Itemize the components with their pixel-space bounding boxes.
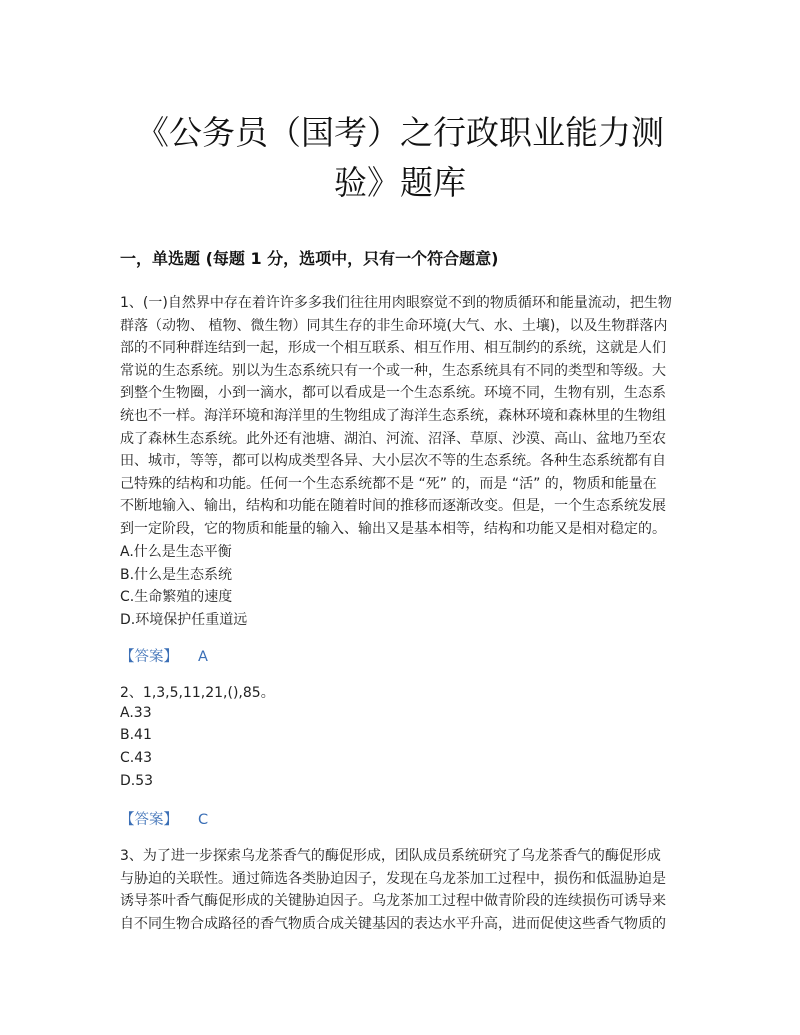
q1-option-d: D.环境保护任重道远 (120, 612, 248, 628)
answer-label: 【答案】 (120, 812, 178, 828)
q1-line: 统也不一样。海洋环境和海洋里的生物组成了海洋生态系统，森林环境和森林里的生物组 (120, 407, 666, 424)
q2-option-c: C.43 (120, 750, 153, 766)
document-title (100, 108, 700, 208)
question-3-stem (120, 845, 682, 935)
question-1-stem (120, 292, 682, 541)
q2-answer (120, 808, 208, 829)
q1-line: 不断地输入、输出，结构和功能在随着时间的推移而逐渐改变。但是，一个生态系统发展 (120, 498, 666, 515)
title-line-2: 验》题库 (334, 163, 466, 202)
q1-line: 到一定阶段，它的物质和能量的输入、输出又是基本相等，结构和功能又是相对稳定的。 (120, 520, 666, 537)
answer-value: A (198, 649, 208, 665)
answer-value: C (198, 812, 209, 828)
q1-line: 群落（动物、 植物、微生物）同其生存的非生命环境(大气、水、土壤)，以及生物群落内 (120, 317, 668, 334)
q1-option-c: C.生命繁殖的速度 (120, 589, 233, 605)
q3-line: 自不同生物合成路径的香气物质合成关键基因的表达水平升高，进而促使这些香气物质的 (120, 915, 666, 932)
answer-label: 【答案】 (120, 649, 178, 665)
q3-line: 诱导茶叶香气酶促形成的关键胁迫因子。乌龙茶加工过程中做青阶段的连续损伤可诱导来 (120, 893, 666, 910)
q1-line: 1、(一)自然界中存在着许许多多我们往往用肉眼察觉不到的物质循环和能量流动，把生物 (120, 295, 672, 311)
q1-answer (120, 645, 208, 666)
q1-line: 己特殊的结构和功能。任何一个生态系统都不是 “死” 的，而是 “活” 的，物质和能量在 (120, 475, 657, 492)
q1-option-a: A.什么是生态平衡 (120, 544, 232, 560)
question-2-stem: 2、1,3,5,11,21,(),85。 (120, 685, 275, 701)
q3-line: 与胁迫的关联性。通过筛选各类胁迫因子，发现在乌龙茶加工过程中，损伤和低温胁迫是 (120, 870, 666, 887)
q1-option-b: B.什么是生态系统 (120, 567, 233, 583)
q1-line: 到整个生物圈，小到一滴水，都可以看成是一个生态系统。环境不同，生物有别，生态系 (120, 385, 666, 402)
q1-line: 部的不同种群连结到一起，形成一个相互联系、相互作用、相互制约的系统，这就是人们 (120, 340, 666, 357)
q1-line: 田、城市，等等，都可以构成类型各异、大小层次不等的生态系统。各种生态系统都有自 (120, 453, 666, 470)
q2-option-a: A.33 (120, 705, 152, 721)
q3-line: 3、为了进一步探索乌龙茶香气的酶促形成，团队成员系统研究了乌龙茶香气的酶促形成 (120, 848, 661, 864)
section-heading: 一，单选题 (每题 1 分，选项中，只有一个符合题意) (120, 249, 499, 268)
q1-line: 成了森林生态系统。此外还有池塘、湖泊、河流、沼泽、草原、沙漠、高山、盆地乃至农 (120, 430, 666, 447)
q2-option-b: B.41 (120, 727, 152, 743)
q2-option-d: D.53 (120, 773, 154, 789)
title-line-1: 《公务员（国考）之行政职业能力测 (136, 113, 664, 152)
q1-line: 常说的生态系统。别以为生态系统只有一个或一种，生态系统具有不同的类型和等级。大 (120, 362, 666, 379)
